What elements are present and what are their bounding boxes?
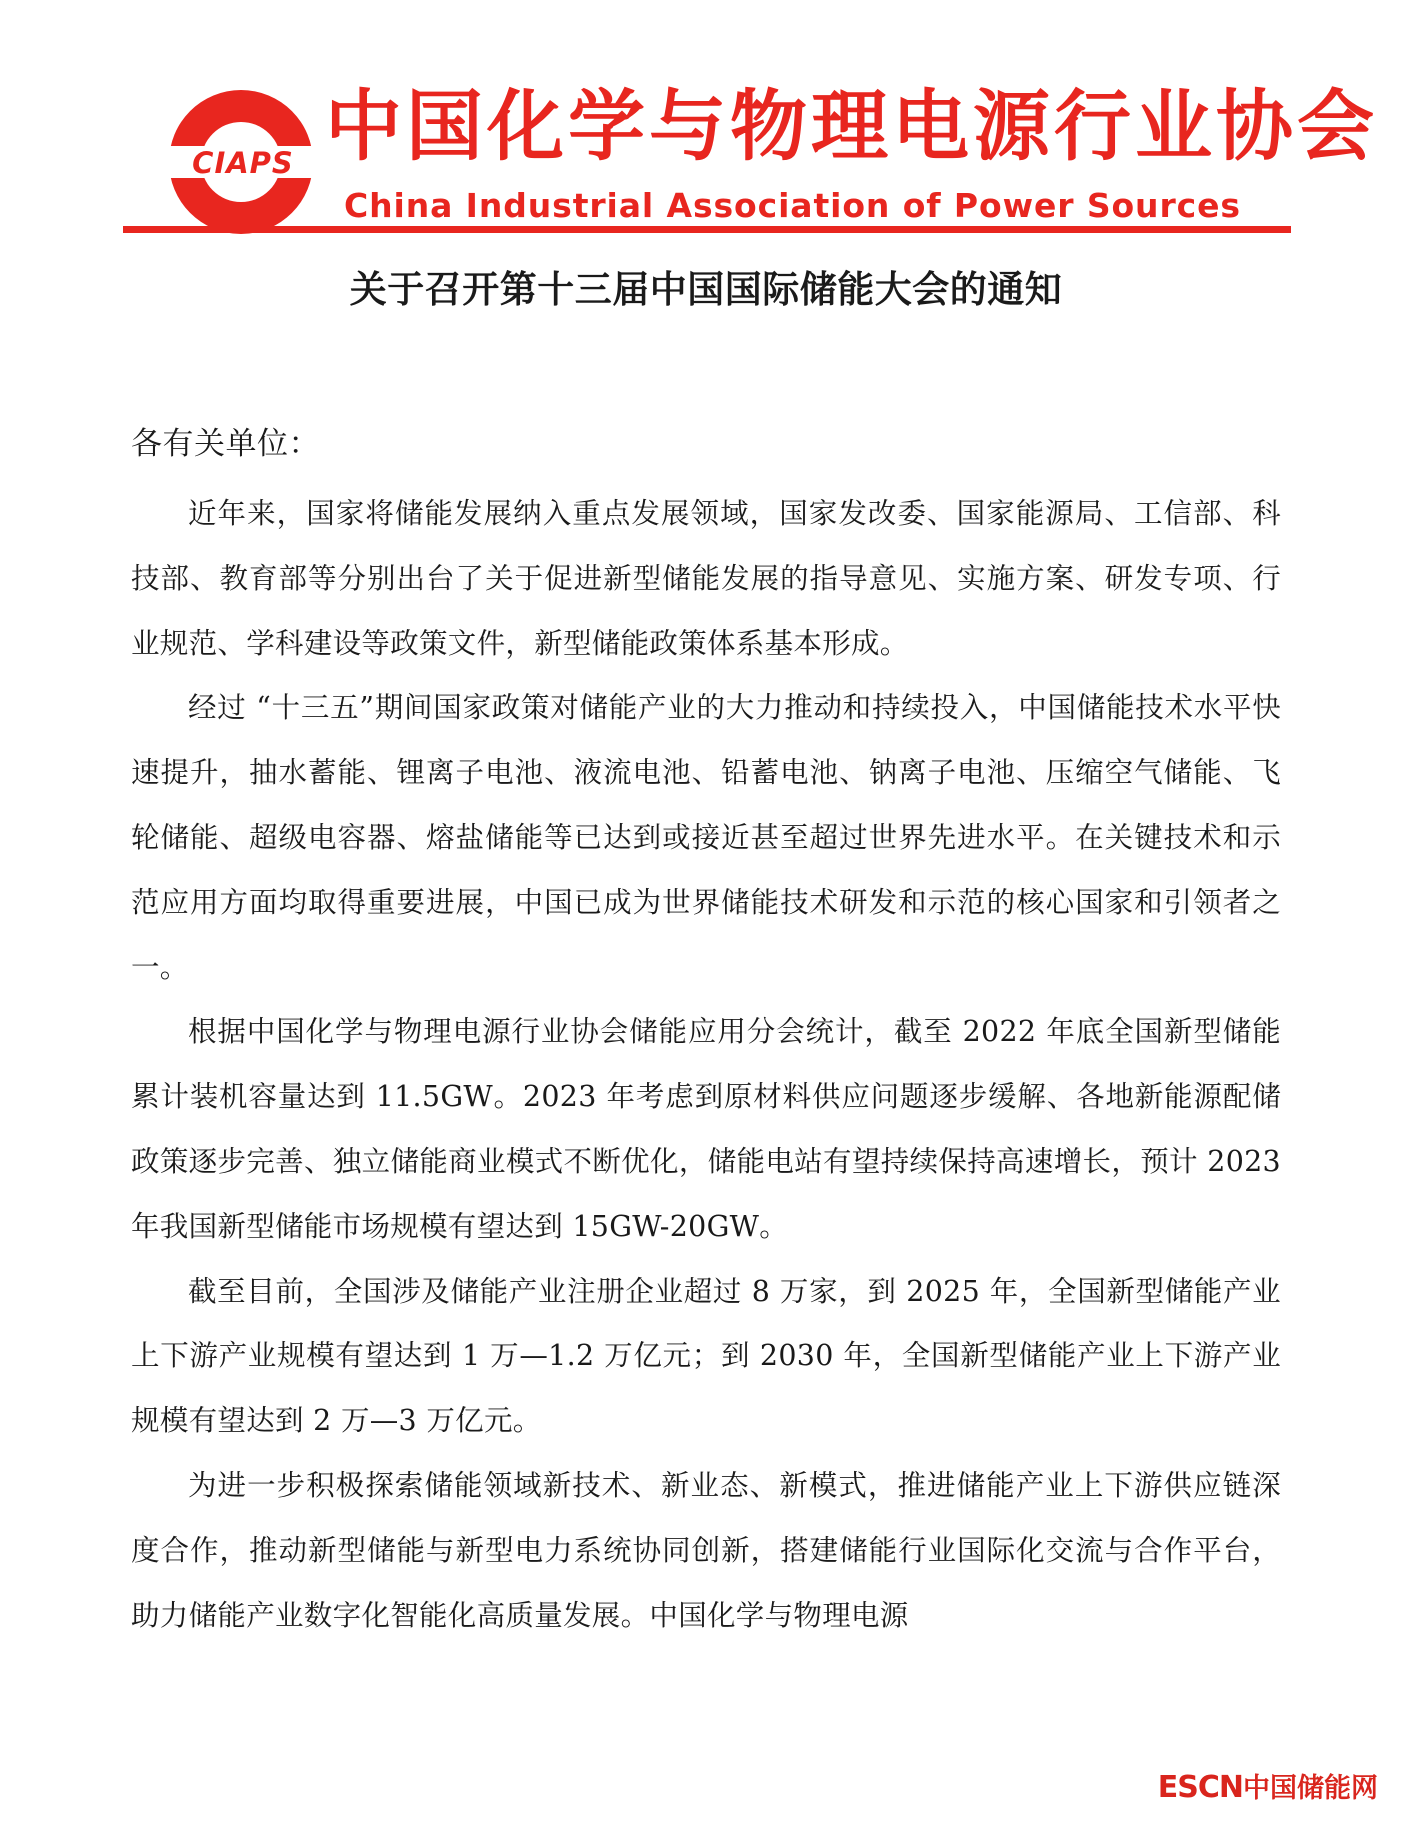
org-name-en: China Industrial Association of Power Sources bbox=[344, 186, 1241, 225]
watermark-cn: 中国储能网 bbox=[1243, 1773, 1378, 1804]
ciaps-logo bbox=[163, 84, 319, 240]
document-body bbox=[131, 482, 1281, 1648]
escn-watermark bbox=[1158, 1770, 1378, 1806]
paragraph-1: 近年来，国家将储能发展纳入重点发展领域，国家发改委、国家能源局、工信部、科技部、教育部等分别出台了关于促进新型储能发展的指导意见、实施方案、研发专项、行业规范、学科建设等政策文件，新型储能政策体系基本形成。 bbox=[131, 497, 1281, 660]
header-divider bbox=[123, 226, 1291, 233]
paragraph-2: 经过 “十三五”期间国家政策对储能产业的大力推动和持续投入，中国储能技术水平快速提升，抽水蓄能、锂离子电池、液流电池、铅蓄电池、钠离子电池、压缩空气储能、飞轮储能、超级电容器、熔盐储能等已达到或接近甚至超过世界先进水平。在关键技术和示范应用方面均取得重要进展，中国已成为世界储能技术研发和示范的核心国家和引领者之一。 bbox=[131, 691, 1281, 984]
letterhead bbox=[0, 0, 1412, 240]
paragraph-3: 根据中国化学与物理电源行业协会储能应用分会统计，截至 2022 年底全国新型储能累计装机容量达到 11.5GW。2023 年考虑到原材料供应问题逐步缓解、各地新能源配储政策逐步完善、独立储能商业模式不断优化，储能电站有望持续保持高速增长，预计 2023 年我国新型储能市场规模有望达到 15GW-20GW。 bbox=[131, 1015, 1281, 1243]
logo-text: CIAPS bbox=[192, 146, 294, 180]
watermark-latin: ESCN bbox=[1157, 1770, 1243, 1805]
paragraph-5: 为进一步积极探索储能领域新技术、新业态、新模式，推进储能产业上下游供应链深度合作，推动新型储能与新型电力系统协同创新，搭建储能行业国际化交流与合作平台，助力储能产业数字化智能化高质量发展。中国化学与物理电源 bbox=[131, 1468, 1281, 1632]
document-title: 关于召开第十三届中国国际储能大会的通知 bbox=[349, 268, 1063, 311]
salutation: 各有关单位： bbox=[131, 426, 320, 462]
paragraph-4: 截至目前，全国涉及储能产业注册企业超过 8 万家，到 2025 年，全国新型储能产业上下游产业规模有望达到 1 万—1.2 万亿元；到 2030 年，全国新型储能产业上下游产业规模有望达到 2 万—3 万亿元。 bbox=[131, 1274, 1281, 1438]
org-name-cn: 中国化学与物理电源行业协会 bbox=[325, 83, 1378, 172]
